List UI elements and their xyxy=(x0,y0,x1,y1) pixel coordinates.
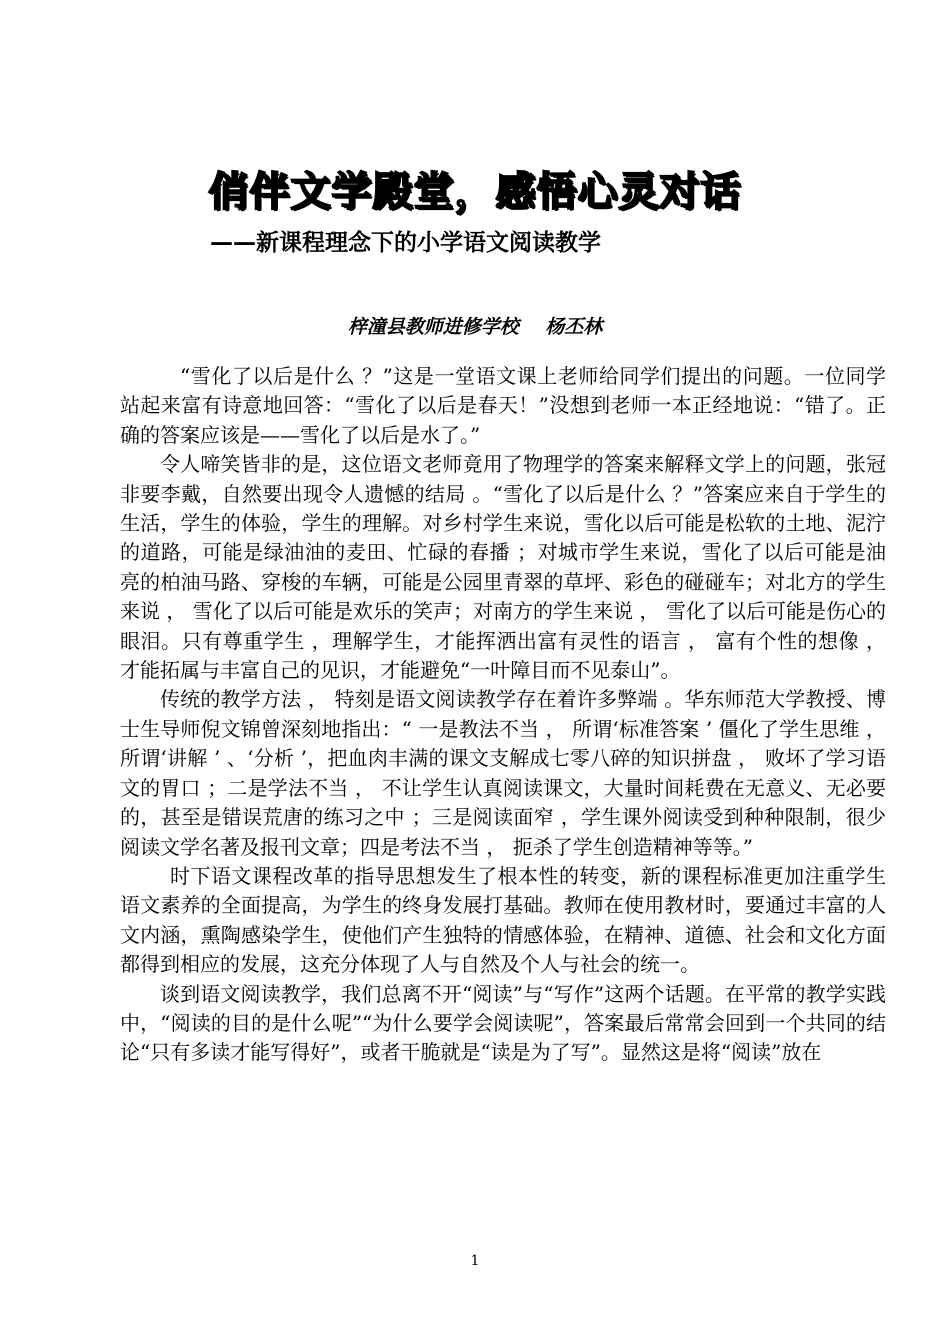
article-title: 俏伴文学殿堂，感悟心灵对话 xyxy=(208,169,742,215)
paragraph-1: “雪化了以后是什么 ？”这是一堂语文课上老师给同学们提出的问题。一位同学站起来富有诗意地回答：“雪化了以后是春天！”没想到老师一本正经地说：“错了。正确的答案应该是——雪化了以后是水了。” xyxy=(120,364,886,447)
article-body xyxy=(120,362,886,1068)
page-number: 1 xyxy=(470,1253,480,1269)
paragraph-5: 谈到语文阅读教学，我们总离不开“阅读”与“写作”这两个话题。在平常的教学实践中，“阅读的目的是什么呢”“为什么要学会阅读呢”，答案最后常常会回到一个共同的结论“只有多读才能写得好”，或者干脆就是“读是为了写”。显然这是将“阅读”放在 xyxy=(120,981,886,1065)
paragraph-2: 令人啼笑皆非的是，这位语文老师竟用了物理学的答案来解释文学上的问题，张冠非要李戴，自然要出现令人遗憾的结局 。“雪化了以后是什么 ？”答案应来自于学生的生活，学生的体验，学生的理解。对乡村学生来说，雪化以后可能是松软的土地、泥泞的道路，可能是绿油油的麦田、忙碌的春播 ；对城市学生来说，雪化了以后可能是油亮的柏油马路、穿梭的车辆，可能是公园里青翠的草坪、彩色的碰碰车；对北方的学生来说 ， 雪化了以后可能是欢乐的笑声；对南方的学生来说 ， 雪化了以后可能是伤心的眼泪。只有尊重学生 ，理解学生，才能挥洒出富有灵性的语言 ， 富有个性的想像 ， 才能拓属与丰富自己的见识，才能避免“一叶障目而不见泰山”。 xyxy=(120,452,886,683)
paragraph-3: 传统的教学方法 ， 特刻是语文阅读教学存在着许多弊端 。华东师范大学教授、博士生导师倪文锦曾深刻地指出：“ 一是教法不当 ， 所谓‘标准答案 ’ 僵化了学生思维 ， 所谓‘讲解 ’ 、‘分析 ’，把血肉丰满的课文支解成七零八碎的知识拼盘 ， 败坏了学习语文的胃口 ；二是学法不当 ， 不让学生认真阅读课文，大量时间耗费在无意义、无必要的，甚至是错误荒唐的练习之中 ；三是阅读面窄 ，学生课外阅读受到种种限制，很少阅读文学名著及报刊文章；四是考法不当 ， 扼杀了学生创造精神等等。” xyxy=(120,687,886,859)
paragraph-4: 时下语文课程改革的指导思想发生了根本性的转变，新的课程标准更加注重学生语文素养的全面提高，为学生的终身发展打基础。教师在使用教材时，要通过丰富的人文内涵，熏陶感染学生，使他们产生独特的情感体验，在精神、道德、社会和文化方面都得到相应的发展，这充分体现了人与自然及个人与社会的统一。 xyxy=(120,863,886,977)
author-line: 梓潼县教师进修学校 杨丕林 xyxy=(347,316,603,338)
article-subtitle: ——新课程理念下的小学语文阅读教学 xyxy=(210,230,601,256)
